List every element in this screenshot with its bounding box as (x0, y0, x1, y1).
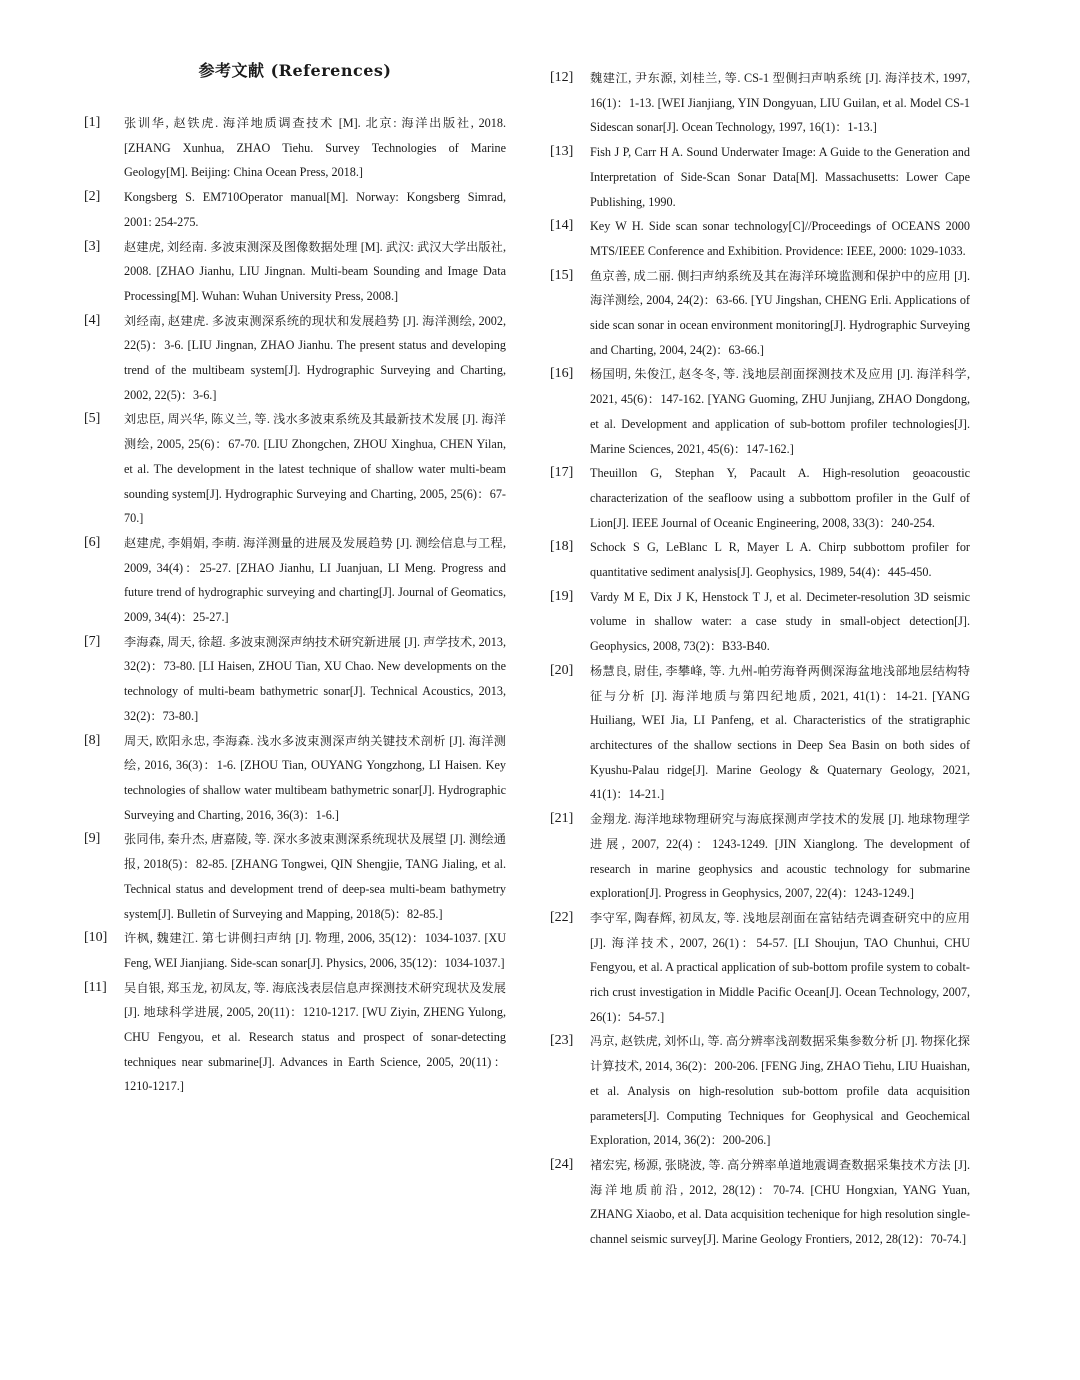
right-reference-list (550, 66, 970, 1252)
references-heading: 参考文献 (References) (198, 61, 392, 80)
reference-item (550, 585, 970, 659)
reference-item (550, 461, 970, 535)
reference-item (550, 214, 970, 263)
reference-item (84, 235, 506, 309)
reference-text: 吴自银, 郑玉龙, 初凤友, 等. 海底浅表层信息声探测技术研究现状及发展 [J]. 地球科学进展, 2005, 20(11)：1210-1217. [WU Ziyin, ZHENG Yulong, CHU Fengyou, et al. Research status and prospect of sonar-detecting techniques near submarine[J]. Advances in Earth Science, 2005, 20(11)：1210-1217.] (124, 980, 506, 1094)
reference-number: [15] (550, 267, 574, 283)
reference-item (84, 729, 506, 828)
reference-text: Key W H. Side scan sonar technology[C]//Proceedings of OCEANS 2000 MTS/IEEE Conference and Exhibition. Providence: IEEE, 2000: 1029-1033. (590, 219, 970, 258)
reference-item (550, 535, 970, 584)
reference-item (550, 1153, 970, 1252)
reference-number: [12] (550, 70, 574, 85)
reference-item (550, 264, 970, 363)
reference-number: [11] (84, 979, 107, 995)
reference-number: [2] (84, 189, 101, 205)
reference-text: 周天, 欧阳永忠, 李海森. 浅水多波束测深声纳关键技术剖析 [J]. 海洋测绘, 2016, 36(3)：1-6. [ZHOU Tian, OUYANG Yongzhong, LI Haisen. Key technologies of shallow water multibeam bathymetric sonar[J]. Hydrographic Surveying and Charting, 2016, 36(3)：1-6.] (124, 733, 506, 822)
reference-item (84, 111, 506, 185)
reference-text: 金翔龙. 海洋地球物理研究与海底探测声学技术的发展 [J]. 地球物理学进展, 2007, 22(4)：1243-1249. [JIN Xianglong. The development of research in marine geophysics and acoustic technology for submarine exploration[J]. Progress in Geophysics, 2007, 22(4)：1243-1249.] (590, 812, 970, 901)
reference-item (550, 66, 970, 140)
reference-item (84, 309, 506, 408)
reference-number: [6] (84, 534, 101, 550)
left-reference-list (84, 111, 506, 1099)
reference-number: [14] (550, 218, 574, 234)
left-column (84, 58, 506, 1099)
reference-item (550, 906, 970, 1030)
reference-number: [3] (84, 238, 101, 254)
reference-text: 魏建江, 尹东源, 刘桂兰, 等. CS-1 型侧扫声呐系统 [J]. 海洋技术, 1997, 16(1)：1-13. [WEI Jianjiang, YIN Dongyuan, LIU Guilan, et al. Model CS-1 Sidescan sonar[J]. Ocean Technology, 1997, 16(1)：1-13.] (590, 71, 970, 135)
reference-text: Kongsberg S. EM710Operator manual[M]. Norway: Kongsberg Simrad, 2001: 254-275. (124, 190, 506, 229)
reference-text: 张同伟, 秦升杰, 唐嘉陵, 等. 深水多波束测深系统现状及展望 [J]. 测绘通报, 2018(5)：82-85. [ZHANG Tongwei, QIN Shengjie, TANG Jialing, et al. Technical status and development trend of deep-sea multi-beam bathymetry system[J]. Bulletin of Surveying and Mapping, 2018(5)：82-85.] (124, 832, 506, 921)
reference-text: 赵建虎, 刘经南. 多波束测深及图像数据处理 [M]. 武汉: 武汉大学出版社, 2008. [ZHAO Jianhu, LIU Jingnan. Multi-beam Sounding and Image Data Processing[M]. Wuhan: Wuhan University Press, 2008.] (124, 239, 506, 303)
reference-item (550, 659, 970, 807)
reference-item (84, 926, 506, 975)
reference-number: [21] (550, 811, 574, 827)
reference-text: 冯京, 赵铁虎, 刘怀山, 等. 高分辨率浅剖数据采集参数分析 [J]. 物探化探计算技术, 2014, 36(2)：200-206. [FENG Jing, ZHAO Tiehu, LIU Huaishan, et al. Analysis on high-resolution sub-bottom profile data acquisition parameters[J]. Computing Techniques for Geophysical and Geochemical Exploration, 2014, 36(2)：200-206.] (590, 1034, 970, 1148)
reference-text: 刘经南, 赵建虎. 多波束测深系统的现状和发展趋势 [J]. 海洋测绘, 2002, 22(5)：3-6. [LIU Jingnan, ZHAO Jianhu. The present status and developing trend of the multibeam system[J]. Hydrographic Surveying and Charting, 2002, 22(5)：3-6.] (124, 313, 506, 402)
reference-text: 赵建虎, 李娟娟, 李萌. 海洋测量的进展及发展趋势 [J]. 测绘信息与工程, 2009, 34(4)：25-27. [ZHAO Jianhu, LI Juanjuan, LI Meng. Progress and future trend of hydrographic surveying and charting[J]. Journal of Geomatics, 2009, 34(4)：25-27.] (124, 535, 506, 625)
reference-text: 褚宏宪, 杨源, 张晓波, 等. 高分辨率单道地震调查数据采集技术方法 [J]. 海洋地质前沿, 2012, 28(12)：70-74. [CHU Hongxian, YANG Yuan, ZHANG Xiaobo, et al. Data acquisition techenique for high resolution single-channel seismic survey[J]. Marine Geology Frontiers, 2012, 28(12)：70-74.] (590, 1157, 970, 1247)
reference-number: [13] (550, 144, 574, 160)
reference-number: [19] (550, 588, 574, 604)
reference-text: 李守军, 陶春辉, 初凤友, 等. 浅地层剖面在富钴结壳调查研究中的应用 [J]. 海洋技术, 2007, 26(1)：54-57. [LI Shoujun, TAO Chunhui, CHU Fengyou, et al. A practical application of sub-bottom profile system to cobalt-rich crust investigation in Middle Pacific Ocean[J]. Ocean Technology, 2007, 26(1)：54-57.] (590, 910, 970, 1024)
reference-text: 杨国明, 朱俊江, 赵冬冬, 等. 浅地层剖面探测技术及应用 [J]. 海洋科学, 2021, 45(6)：147-162. [YANG Guoming, ZHU Junjiang, ZHAO Dongdong, et al. Development and application of sub-bottom profiler technologies[J]. Marine Sciences, 2021, 45(6)：147-162.] (590, 367, 970, 456)
reference-number: [20] (550, 662, 574, 678)
reference-item (84, 531, 506, 630)
reference-item (84, 407, 506, 531)
reference-item (550, 1029, 970, 1153)
reference-number: [7] (84, 633, 101, 649)
reference-text: 刘忠臣, 周兴华, 陈义兰, 等. 浅水多波束系统及其最新技术发展 [J]. 海洋测绘, 2005, 25(6)：67-70. [LIU Zhongchen, ZHOU Xinghua, CHEN Yilan, et al. The development in the latest technique of shallow water multi-beam sounding system[J]. Hydrographic Surveying and Charting, 2005, 25(6)：67-70.] (124, 412, 506, 526)
reference-number: [22] (550, 909, 574, 925)
reference-item (550, 362, 970, 461)
reference-number: [10] (84, 930, 108, 946)
reference-item (550, 807, 970, 906)
reference-item (84, 827, 506, 926)
reference-number: [17] (550, 465, 574, 481)
reference-number: [18] (550, 539, 574, 555)
reference-number: [4] (84, 312, 101, 328)
reference-text: Schock S G, LeBlanc L R, Mayer L A. Chirp subbottom profiler for quantitative sediment analysis[J]. Geophysics, 1989, 54(4)：445-450. (590, 540, 970, 580)
reference-item (84, 630, 506, 729)
reference-number: [5] (84, 411, 101, 427)
reference-number: [16] (550, 366, 574, 382)
reference-text: Fish J P, Carr H A. Sound Underwater Image: A Guide to the Generation and Interpretation of Side-Scan Sonar Data[M]. Massachusetts: Lower Cape Publishing, 1990. (590, 145, 970, 209)
reference-text: Theuillon G, Stephan Y, Pacault A. High-resolution geoacoustic characterization of the seafloow using a subbottom profiler in the Gulf of Lion[J]. IEEE Journal of Oceanic Engineering, 2008, 33(3)：240-254. (590, 466, 970, 530)
reference-text: 杨慧良, 尉佳, 李攀峰, 等. 九州-帕劳海脊两侧深海盆地浅部地层结构特征与分析 [J]. 海洋地质与第四纪地质, 2021, 41(1)：14-21. [YANG Huiliang, WEI Jia, LI Panfeng, et al. Characteristics of the stratigraphic architectures of the shallow sections in Deep Sea Basin on both sides of Kyushu-Palau ridge[J]. Marine Geology & Quaternary Geology, 2021, 41(1)：14-21.] (590, 663, 970, 802)
reference-text: 李海森, 周天, 徐超. 多波束测深声纳技术研究新进展 [J]. 声学技术, 2013, 32(2)：73-80. [LI Haisen, ZHOU Tian, XU Chao. New developments on the technology of multi-beam bathymetric sonar[J]. Technical Acoustics, 2013, 32(2)：73-80.] (124, 634, 506, 723)
reference-number: [8] (84, 732, 101, 748)
reference-item (84, 976, 506, 1100)
reference-text: Vardy M E, Dix J K, Henstock T J, et al. Decimeter-resolution 3D seismic volume in shallow water: a case study in small-object detection[J]. Geophysics, 2008, 73(2)：B33-B40. (590, 589, 970, 654)
right-column (550, 66, 970, 1252)
reference-number: [1] (84, 115, 101, 130)
reference-text: 张训华, 赵铁虎. 海洋地质调查技术 [M]. 北京: 海洋出版社, 2018. [ZHANG Xunhua, ZHAO Tiehu. Survey Technologies of Marine Geology[M]. Beijing: China Ocean Press, 2018.] (124, 116, 506, 180)
reference-text: 鱼京善, 成二丽. 侧扫声纳系统及其在海洋环境监测和保护中的应用 [J]. 海洋测绘, 2004, 24(2)：63-66. [YU Jingshan, CHENG Erli. Applications of side scan sonar in ocean environment monitoring[J]. Hydrographic Surveying and Charting, 2004, 24(2)：63-66.] (590, 268, 970, 357)
reference-number: [9] (84, 831, 101, 847)
reference-item (550, 140, 970, 214)
reference-number: [24] (550, 1156, 574, 1172)
reference-number: [23] (550, 1033, 574, 1049)
reference-item (84, 185, 506, 234)
reference-text: 许枫, 魏建江. 第七讲侧扫声纳 [J]. 物理, 2006, 35(12)：1034-1037. [XU Feng, WEI Jianjiang. Side-scan sonar[J]. Physics, 2006, 35(12)：1034-1037.] (124, 931, 506, 970)
